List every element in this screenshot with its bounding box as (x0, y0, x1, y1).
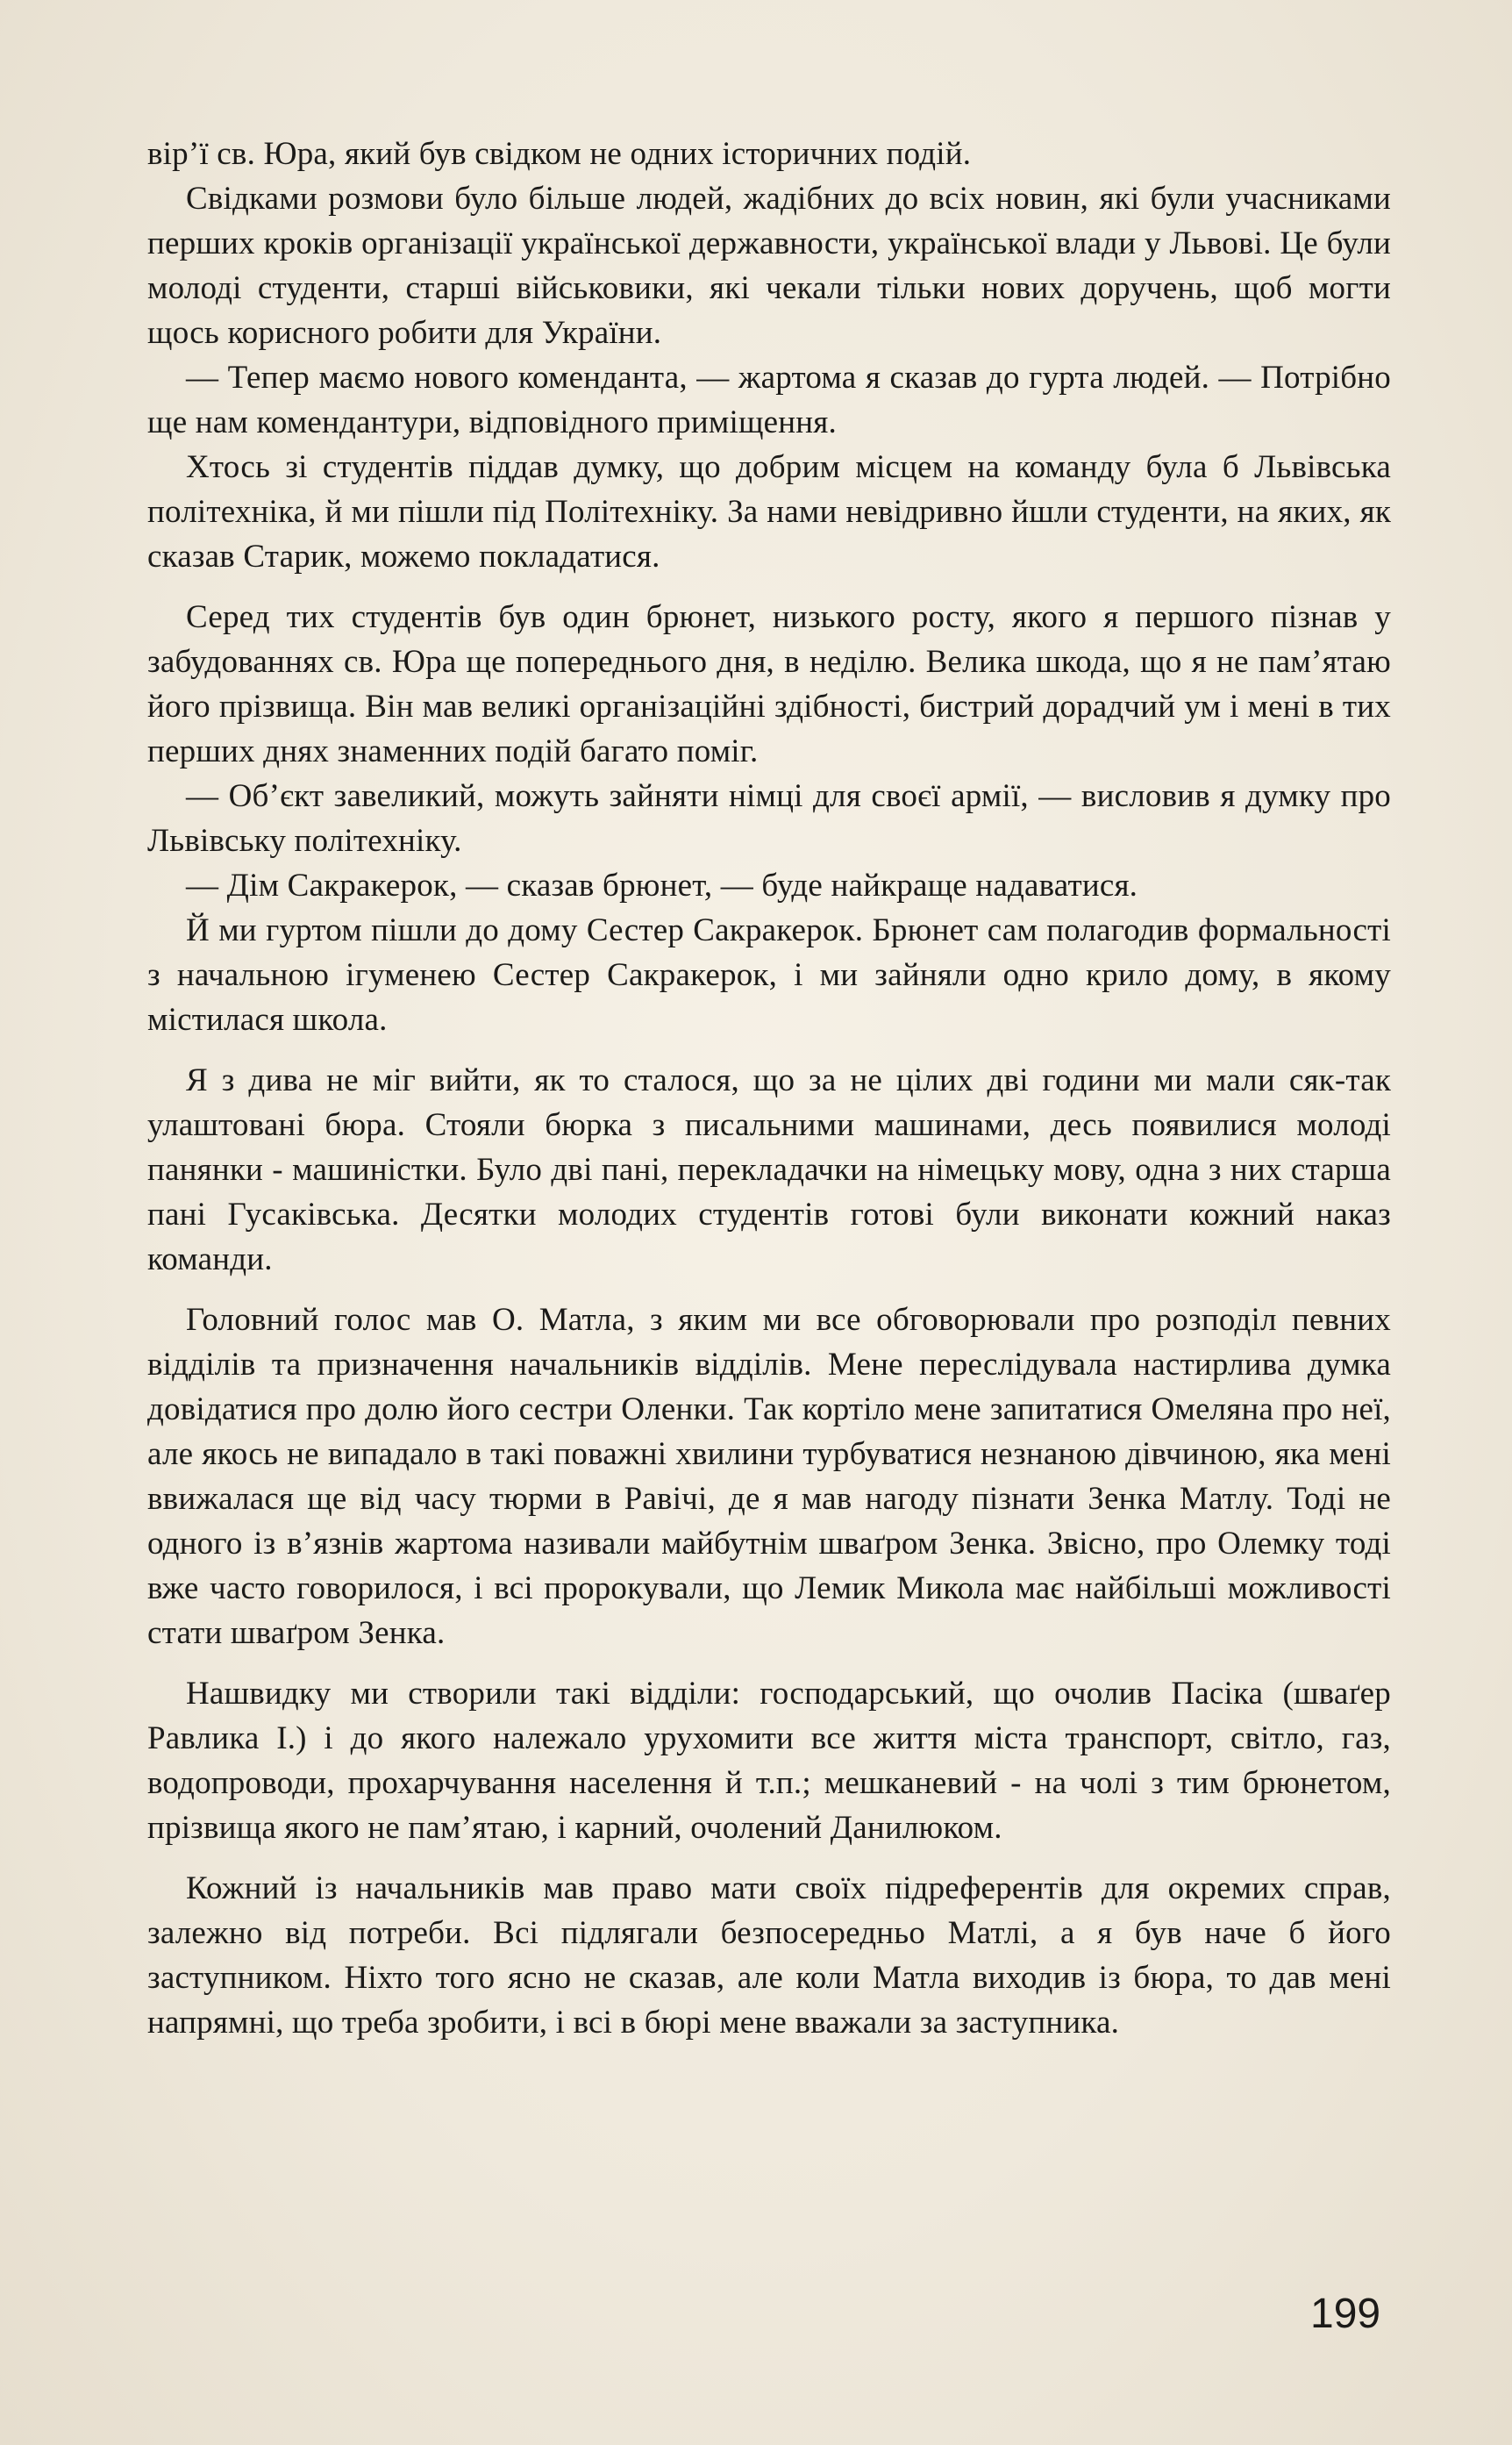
paragraph: вір’ї св. Юра, який був свідком не одних історичних подій. (147, 136, 972, 172)
paragraph: Й ми гуртом пішли до дому Сестер Сакракерок. Брюнет сам полагодив формальності з начальною ігуменею Сестер Сакракерок, і ми зайняли одно крило дому, в якому містилася школа. (147, 912, 1391, 1038)
paragraph: Нашвидку ми створили такі відділи: господарський, що очолив Пасіка (шваґер Равлика І.) і до якого належало урухомити все життя міста транспорт, світло, газ, водопроводи, прохарчування населення й т.п.; мешканевий - на чолі з тим брюнетом, прізвища якого не пам’ятаю, і карний, очолений Данилюком. (147, 1676, 1391, 1846)
paragraph: — Тепер маємо нового коменданта, — жартома я сказав до гурта людей. — Потрібно ще нам комендантури, відповідного приміщення. (147, 360, 1391, 440)
page-number: 199 (1310, 2291, 1381, 2337)
paragraph: — Об’єкт завеликий, можуть зайняти німці для своєї армії, — висловив я думку про Львівську політехніку. (147, 778, 1391, 859)
paragraph: Свідками розмови було більше людей, жадібних до всіх новин, які були учасниками перших кроків організації української державности, української влади у Львові. Це були молоді студенти, старші військовики, які чекали тільки нових доручень, щоб могти щось корисного робити для України. (147, 181, 1391, 351)
paragraph: Хтось зі студентів піддав думку, що добрим місцем на команду була б Львівська політехніка, й ми пішли під Політехніку. За нами невідривно йшли студенти, на яких, як сказав Старик, можемо покладатися. (147, 449, 1391, 575)
paragraph: Кожний із начальників мав право мати своїх підреферентів для окремих справ, залежно від потреби. Всі підлягали безпосередньо Матлі, а я був наче б його заступником. Ніхто того ясно не сказав, але коли Матла виходив із бюра, то дав мені напрямні, що треба зробити, і всі в бюрі мене вважали за заступника. (147, 1870, 1391, 2041)
paragraph: Серед тих студентів був один брюнет, низького росту, якого я першого пізнав у забудованнях св. Юра ще попереднього дня, в неділю. Велика шкода, що я не пам’ятаю його прізвища. Він мав великі організаційні здібності, бистрий дорадчий ум і мені в тих перших днях знаменних подій багато поміг. (147, 599, 1391, 769)
paragraph: — Дім Сакракерок, — сказав брюнет, — буде найкраще надаватися. (186, 868, 1138, 904)
paragraph: Я з дива не міг вийти, як то сталося, що за не цілих дві години ми мали сяк-так улаштовані бюра. Стояли бюрка з писальними машинами, десь появилися молоді панянки - машиністки. Було дві пані, перекладачки на німецьку мову, одна з них старша пані Гусаківська. Десятки молодих студентів готові були виконати кожний наказ команди. (147, 1062, 1391, 1277)
paragraph: Головний голос мав О. Матла, з яким ми все обговорювали про розподіл певних відділів та призначення начальників відділів. Мене переслідувала настирлива думка довідатися про долю його сестри Оленки. Так кортіло мене запитатися Омеляна про неї, але якось не випадало в такі поважні хвилини турбуватися незнаною дівчиною, яка мені ввижалася ще від часу тюрми в Равічі, де я мав нагоду пізнати Зенка Матлу. Тоді не одного із в’язнів жартома називали майбутнім шваґром Зенка. Звісно, про Олемку тоді вже часто говорилося, і всі пророкували, що Лемик Микола має найбільші можливості стати шваґром Зенка. (147, 1302, 1391, 1651)
body-text (147, 132, 1391, 2045)
